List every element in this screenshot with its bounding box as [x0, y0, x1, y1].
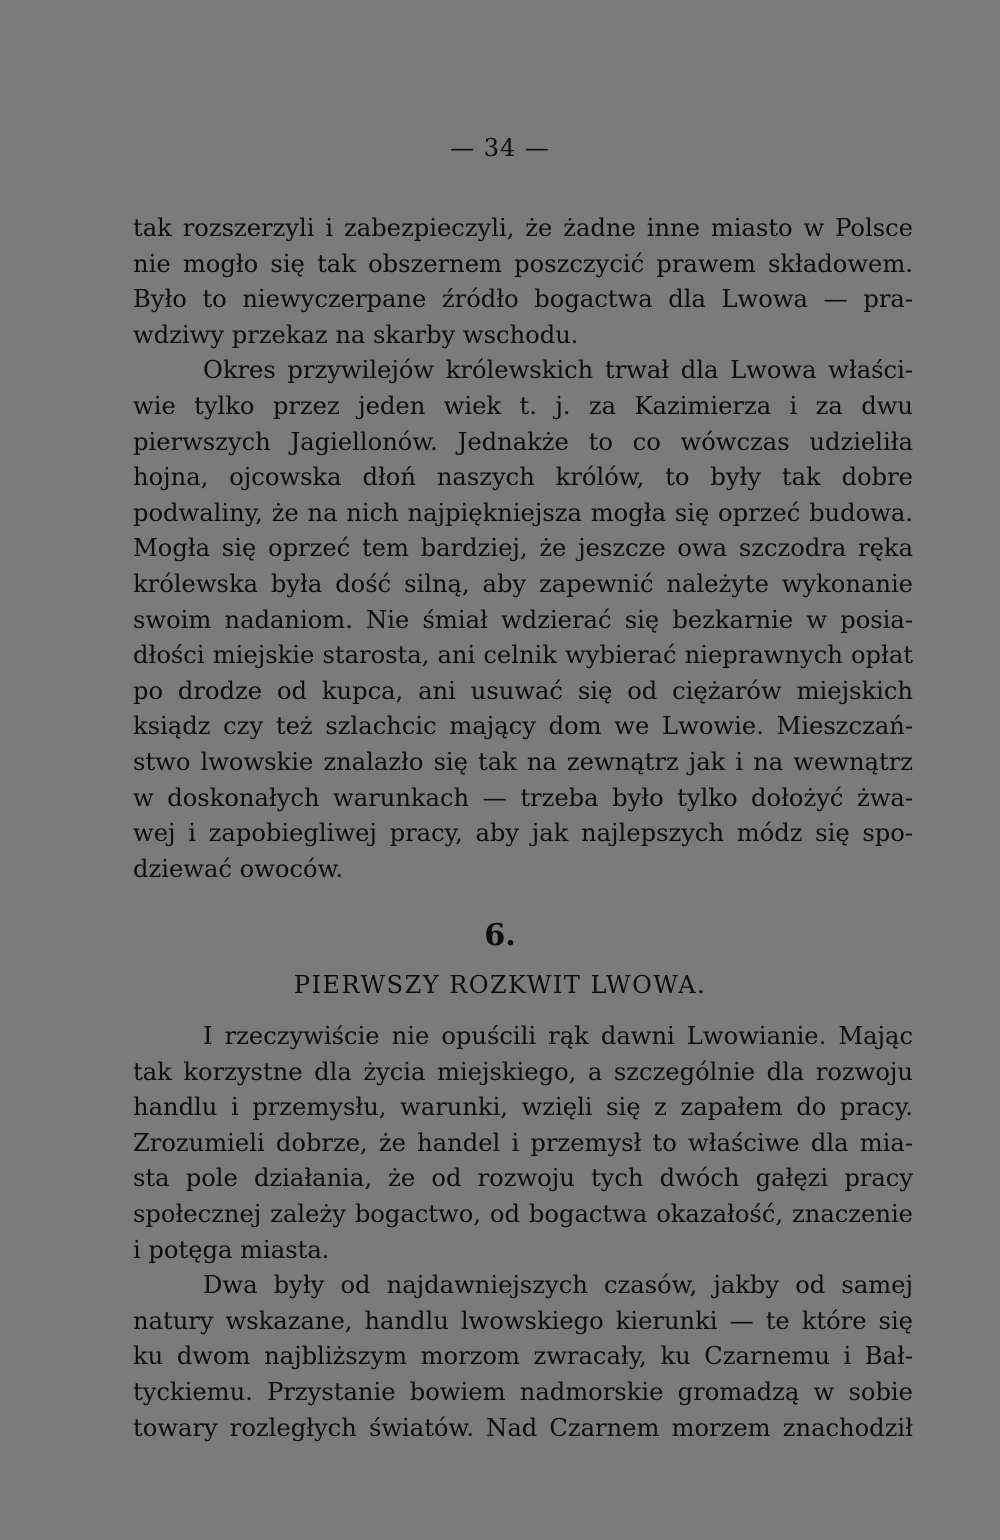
text-line: i potęga miasta. — [133, 1235, 330, 1264]
section-number: 6. — [484, 918, 516, 953]
text-line: pierwszych Jagiellonów. Jednakże to co wówczas udzieliła — [133, 427, 913, 456]
text-line: towary rozległych światów. Nad Czarnem morzem znachodził — [133, 1413, 913, 1442]
text-line: wie tylko przez jeden wiek t. j. za Kazimierza i za dwu — [133, 391, 913, 420]
text-line: Zrozumieli dobrze, że handel i przemysł to właściwe dla mia- — [133, 1128, 913, 1157]
text-line: podwaliny, że na nich najpiękniejsza mogła się oprzeć budowa. — [133, 498, 913, 527]
text-line: społecznej zależy bogactwo, od bogactwa okazałość, znaczenie — [133, 1199, 913, 1228]
text-line: Mogła się oprzeć tem bardziej, że jeszcze owa szczodra ręka — [133, 534, 913, 563]
text-line: królewska była dość silną, aby zapewnić należyte wykonanie — [133, 569, 913, 598]
text-line: Okres przywilejów królewskich trwał dla Lwowa właści- — [203, 356, 913, 385]
text-line: Dwa były od najdawniejszych czasów, jakby od samej — [203, 1271, 913, 1300]
text-line: nie mogło się tak obszernem poszczycić prawem składowem. — [133, 249, 913, 278]
section-title: PIERWSZY ROZKWIT LWOWA. — [293, 971, 707, 999]
text-block-top — [133, 211, 913, 887]
text-line: tak korzystne dla życia miejskiego, a szczególnie dla rozwoju — [133, 1057, 913, 1086]
text-line: tak rozszerzyli i zabezpieczyli, że żadne inne miasto w Polsce — [133, 214, 913, 242]
text-block-bottom — [133, 1019, 913, 1446]
text-line: handlu i przemysłu, warunki, wzięli się z zapałem do pracy. — [133, 1093, 913, 1122]
text-line: I rzeczywiście nie opuścili rąk dawni Lwowianie. Mając — [203, 1022, 913, 1050]
text-line: stwo lwowskie znalazło się tak na zewnątrz jak i na wewnątrz — [133, 747, 913, 776]
text-line: hojna, ojcowska dłoń naszych królów, to były tak dobre — [133, 463, 913, 492]
text-line: tyckiemu. Przystanie bowiem nadmorskie gromadzą w sobie — [133, 1377, 913, 1406]
text-line: ksiądz czy też szlachcic mający dom we Lwowie. Mieszczań- — [133, 712, 913, 741]
text-line: sta pole działania, że od rozwoju tych dwóch gałęzi pracy — [133, 1164, 913, 1193]
text-line: Było to niewyczerpane źródło bogactwa dla Lwowa — pra- — [133, 285, 913, 314]
text-line: ku dwom najbliższym morzom zwracały, ku Czarnemu i Bał- — [133, 1342, 913, 1371]
text-line: swoim nadaniom. Nie śmiał wdzierać się bezkarnie w posia- — [133, 605, 913, 634]
text-line: dłości miejskie starosta, ani celnik wybierać nieprawnych opłat — [133, 641, 913, 670]
text-line: natury wskazane, handlu lwowskiego kierunki — te które się — [133, 1306, 913, 1335]
text-line: wej i zapobiegliwej pracy, aby jak najlepszych módz się spo- — [133, 819, 913, 848]
text-line: w doskonałych warunkach — trzeba było tylko dołożyć żwa- — [133, 783, 913, 812]
text-line: dziewać owoców. — [133, 854, 344, 883]
text-line: wdziwy przekaz na skarby wschodu. — [133, 320, 579, 349]
text-line: po drodze od kupca, ani usuwać się od ciężarów miejskich — [133, 676, 913, 705]
page-number: — 34 — — [450, 134, 550, 162]
